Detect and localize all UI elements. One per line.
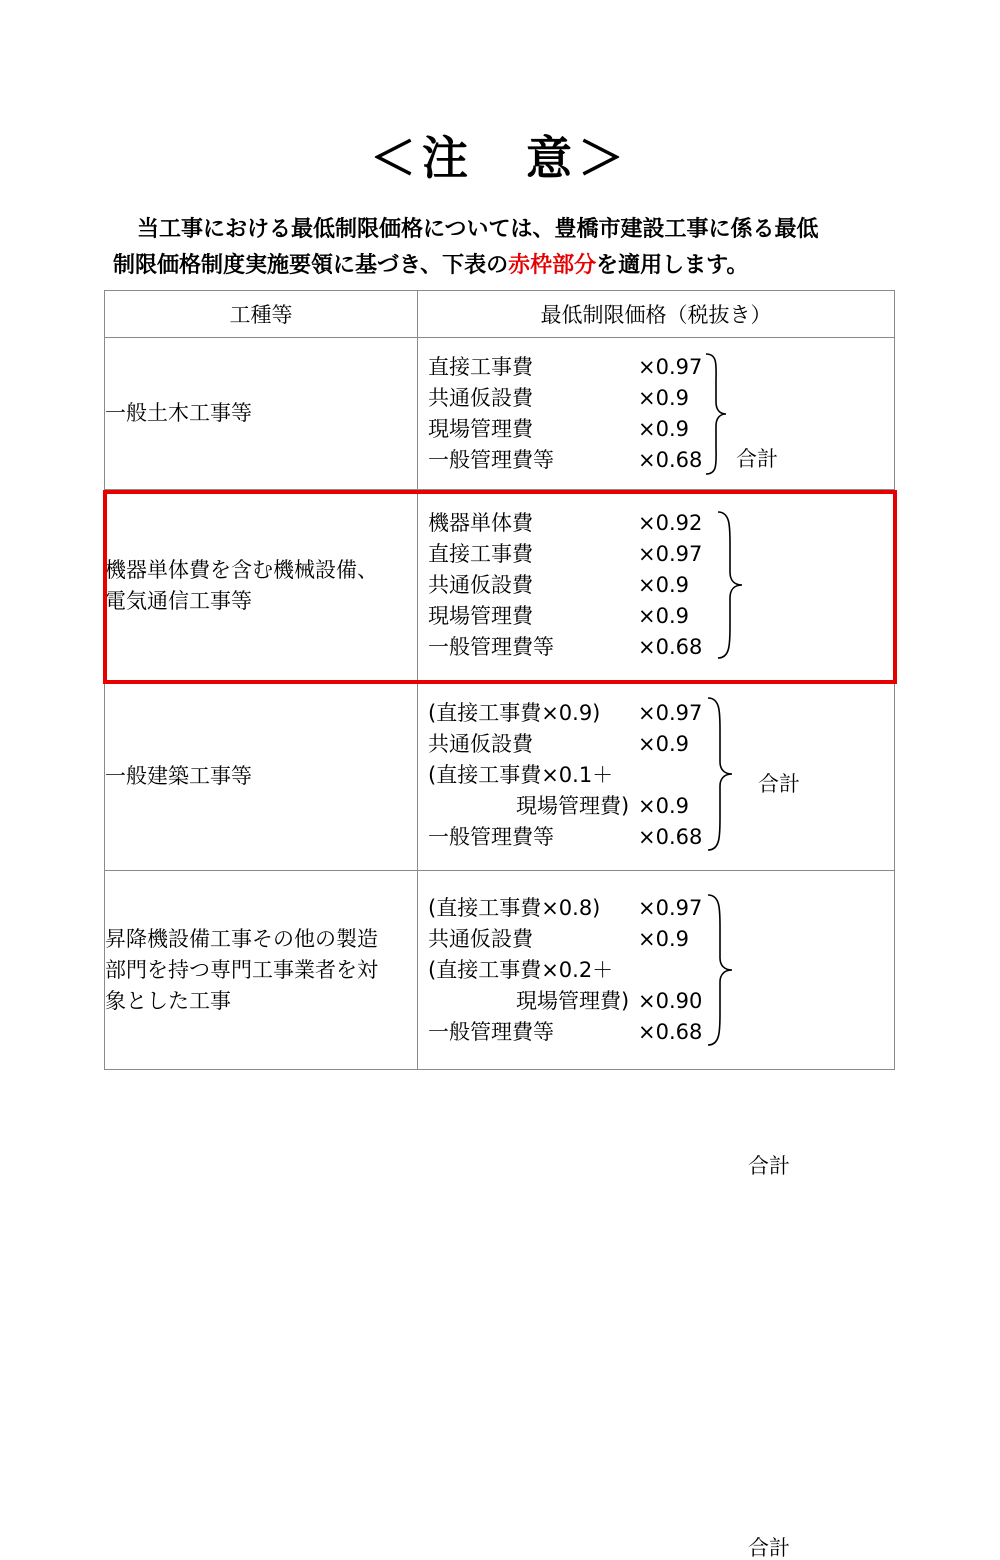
work-type-line: 機器単体費を含む機械設備、 (105, 557, 378, 582)
price-formula-cell (418, 338, 895, 490)
term-label: 現場管理費 (428, 417, 533, 441)
intro-paragraph (113, 212, 913, 284)
table-row (105, 871, 895, 1070)
term-label: 現場管理費) (516, 794, 630, 818)
intro-line-2-before: 制限価格制度実施要領に基づき、下表の (113, 253, 509, 278)
term-label: (直接工事費×0.8) (428, 896, 601, 920)
term-multiplier: ×0.68 (638, 1020, 703, 1044)
term-label: (直接工事費×0.2＋ (428, 958, 614, 982)
total-label: 合計 (748, 1154, 790, 1178)
term-multiplier: ×0.9 (638, 386, 689, 410)
page-title: ＜注 意＞ (370, 131, 630, 185)
work-type-cell (105, 871, 418, 1070)
term-label: 共通仮設費 (428, 732, 533, 756)
work-type-line: 昇降機設備工事その他の製造 (105, 926, 378, 951)
term-label: 共通仮設費 (428, 386, 533, 410)
intro-red-highlight: 赤枠部分 (508, 253, 597, 278)
term-label: (直接工事費×0.9) (428, 701, 601, 725)
term-label: 一般管理費等 (428, 635, 554, 659)
table-row (105, 338, 895, 490)
term-multiplier: ×0.9 (638, 573, 689, 597)
work-type-cell (105, 338, 418, 490)
work-type-line: 電気通信工事等 (105, 588, 252, 613)
term-multiplier: ×0.90 (638, 989, 703, 1013)
work-type-line: 一般土木工事等 (105, 401, 252, 425)
term-multiplier: ×0.97 (638, 355, 703, 379)
total-label: 合計 (758, 772, 800, 796)
total-label: 合計 (736, 447, 778, 471)
right-brace-icon (706, 893, 736, 1047)
intro-line-2-after: を適用します。 (596, 253, 749, 278)
intro-line-1: 当工事における最低制限価格については、豊橋市建設工事に係る最低 (137, 217, 819, 242)
term-multiplier: ×0.9 (638, 794, 689, 818)
term-multiplier: ×0.97 (638, 896, 703, 920)
term-label: 一般管理費等 (428, 448, 554, 472)
term-label: 現場管理費) (516, 989, 630, 1013)
term-label: 共通仮設費 (428, 927, 533, 951)
right-brace-icon (704, 352, 730, 476)
red-highlight-frame (103, 490, 897, 684)
intro-line-2 (113, 248, 913, 284)
term-multiplier: ×0.9 (638, 417, 689, 441)
term-multiplier: ×0.68 (638, 825, 703, 849)
term-multiplier: ×0.9 (638, 927, 689, 951)
price-formula-cell (418, 871, 895, 1560)
term-label: 共通仮設費 (428, 573, 533, 597)
header-work-type: 工種等 (105, 291, 418, 338)
table-row (105, 682, 895, 871)
term-label: (直接工事費×0.1＋ (428, 763, 614, 787)
right-brace-icon (706, 696, 736, 852)
term-label: 一般管理費等 (428, 1020, 554, 1044)
term-label: 直接工事費 (428, 355, 533, 379)
table-header-row (105, 291, 895, 338)
term-multiplier: ×0.92 (638, 511, 703, 535)
total-label: 合計 (748, 1536, 790, 1560)
term-multiplier: ×0.68 (638, 635, 703, 659)
term-multiplier: ×0.97 (638, 701, 703, 725)
work-type-cell (105, 682, 418, 871)
term-multiplier: ×0.9 (638, 604, 689, 628)
term-label: 一般管理費等 (428, 825, 554, 849)
header-min-price: 最低制限価格（税抜き） (418, 291, 895, 338)
term-multiplier: ×0.97 (638, 542, 703, 566)
work-type-line: 象とした工事 (105, 988, 231, 1013)
term-label: 直接工事費 (428, 542, 533, 566)
term-label: 機器単体費 (428, 511, 533, 535)
work-type-line: 一般建築工事等 (105, 763, 252, 788)
term-multiplier: ×0.9 (638, 732, 689, 756)
work-type-line: 部門を持つ専門工事業者を対 (105, 957, 378, 982)
term-multiplier: ×0.68 (638, 448, 703, 472)
term-label: 現場管理費 (428, 604, 533, 628)
